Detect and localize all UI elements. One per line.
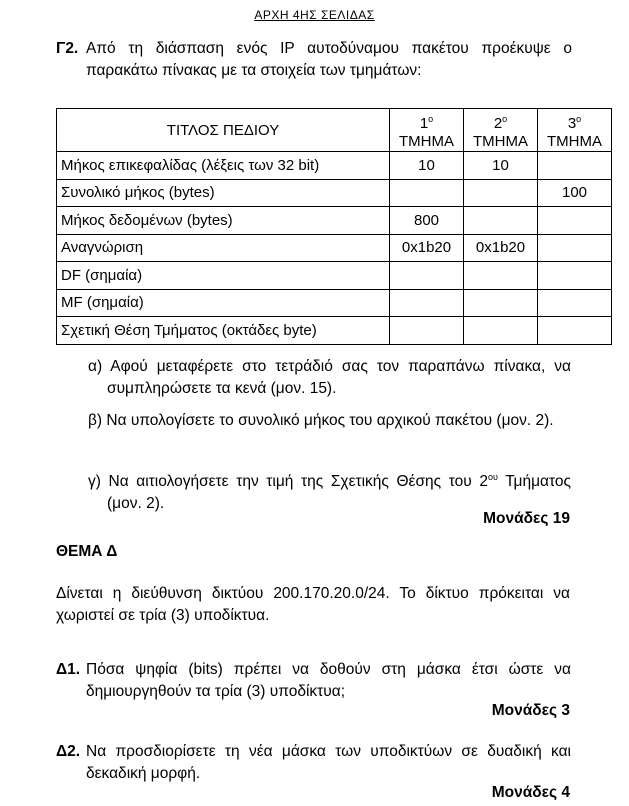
marks-d2: Μονάδες 4 [491,784,570,801]
fragment-2-label: ΤΜΗΜΑ [473,132,528,150]
fragment-3-header [538,109,612,152]
marks-d1: Μονάδες 3 [491,702,570,719]
cell-value [464,289,538,317]
row-label: Μήκος επικεφαλίδας (λέξεις των 32 bit) [57,152,390,180]
cell-value: 0x1b20 [390,234,464,262]
cell-value [538,289,612,317]
cell-value [538,262,612,290]
cell-value [538,152,612,180]
g2-number: Γ2. [56,40,79,57]
cell-value [464,317,538,345]
cell-value: 800 [390,207,464,235]
table-row [57,317,612,345]
page-header: ΑΡΧΗ 4ΗΣ ΣΕΛΙΔΑΣ [254,8,375,22]
cell-value [538,234,612,262]
cell-value [538,207,612,235]
cell-value [538,317,612,345]
table-header-row [57,109,612,152]
row-label: MF (σημαία) [57,289,390,317]
cell-value [390,289,464,317]
d1-number: Δ1. [56,661,81,678]
cell-value [464,207,538,235]
row-label: Μήκος δεδομένων (bytes) [57,207,390,235]
row-label: Συνολικό μήκος (bytes) [57,179,390,207]
d1-text: Πόσα ψηφία (bits) πρέπει να δοθούν στη μάσκα έτσι ώστε να δημιουργηθούν τα τρία (3) υποδίκτυα; [86,661,571,700]
fragment-2-ordinal-sup: ο [502,113,508,124]
table-row [57,262,612,290]
d2-text: Να προσδιορίσετε τη νέα μάσκα των υποδικτύων σε δυαδική και δεκαδική μορφή. [86,743,571,782]
question-b: β) Να υπολογίσετε το συνολικό μήκος του αρχικού πακέτου (μον. 2). [88,412,554,429]
table-row [57,234,612,262]
table-row [57,179,612,207]
theme-d-intro: Δίνεται η διεύθυνση δικτύου 200.170.20.0/24. Το δίκτυο πρόκειται να χωριστεί σε τρία (3) υποδίκτυα. [56,585,570,624]
table-row [57,289,612,317]
d2-number: Δ2. [56,743,81,760]
marks-g2: Μονάδες 19 [483,510,570,527]
fragment-3-ordinal: 3 [567,114,577,132]
fragment-1-ordinal-sup: ο [428,113,434,124]
fragment-1-label: ΤΜΗΜΑ [399,132,454,150]
fragments-table [56,108,612,345]
cell-value [464,262,538,290]
question-a: α) Αφού μεταφέρετε στο τετράδιό σας τον παραπάνω πίνακα, να συμπληρώσετε τα κενά (μον. 15). [88,358,571,397]
row-label: Αναγνώριση [57,234,390,262]
fragment-1-ordinal: 1 [419,114,429,132]
row-label: Σχετική Θέση Τμήματος (οκτάδες byte) [57,317,390,345]
row-label: DF (σημαία) [57,262,390,290]
theme-d-title: ΘΕΜΑ Δ [56,543,118,560]
field-title-header: ΤΙΤΛΟΣ ΠΕΔΙΟΥ [57,109,390,152]
question-c-text: γ) Να αιτιολογήσετε την τιμή της Σχετικής Θέσης του 2 [88,473,488,491]
fragment-2-header [464,109,538,152]
question-c-text-end: Τμήματος (μον. 2). [107,473,571,513]
cell-value: 100 [538,179,612,207]
fragment-2-ordinal: 2 [493,114,503,132]
cell-value [390,179,464,207]
fragment-3-ordinal-sup: ο [576,113,582,124]
cell-value [464,179,538,207]
question-c-sup: ου [487,472,498,482]
cell-value [390,262,464,290]
cell-value: 10 [390,152,464,180]
cell-value [390,317,464,345]
cell-value: 0x1b20 [464,234,538,262]
fragment-1-header [390,109,464,152]
g2-text: Από τη διάσπαση ενός IP αυτοδύναμου πακέτου προέκυψε ο παρακάτω πίνακας με τα στοιχεία των τμημάτων: [86,40,572,79]
fragment-3-label: ΤΜΗΜΑ [547,132,602,150]
table-row [57,152,612,180]
table-row [57,207,612,235]
cell-value: 10 [464,152,538,180]
